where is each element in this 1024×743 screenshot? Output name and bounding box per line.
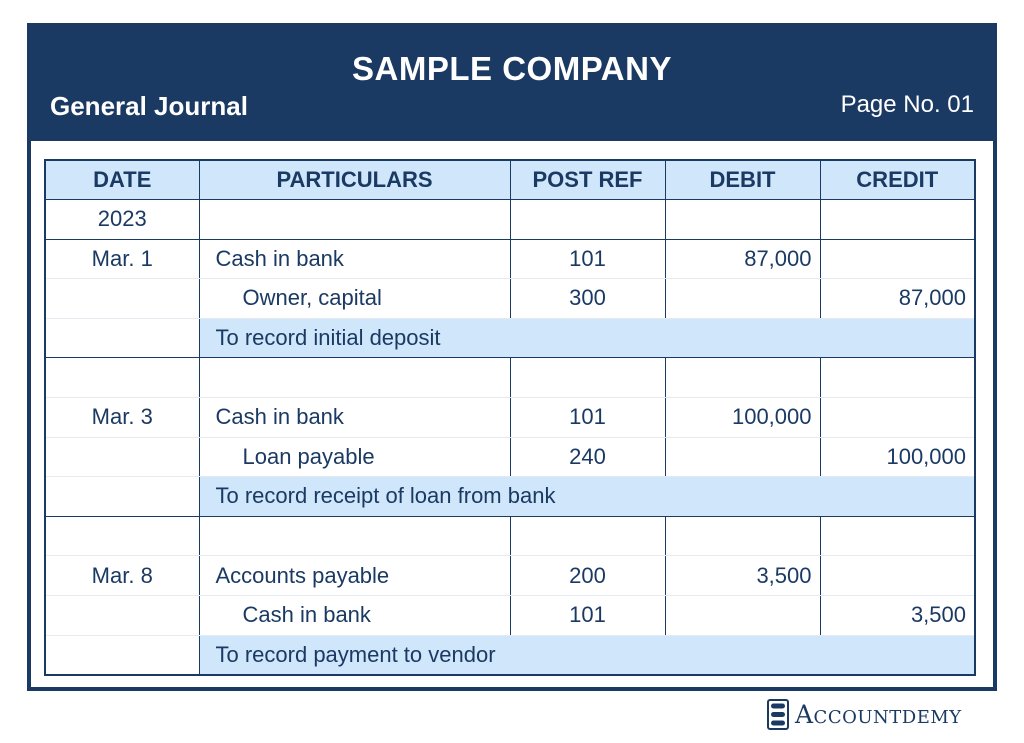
entry-date: Mar. 8 (45, 556, 199, 596)
credit-account: Cash in bank (199, 595, 510, 635)
column-header-credit: CREDIT (820, 160, 975, 200)
journal-title: General Journal (50, 91, 248, 121)
table-row (45, 437, 975, 477)
credit-account: Loan payable (199, 437, 510, 477)
credit-amount: 100,000 (820, 437, 975, 477)
entry-date: Mar. 1 (45, 239, 199, 279)
entry-memo: To record receipt of loan from bank (199, 477, 975, 517)
memo-row (45, 477, 975, 517)
page-number: Page No. 01 (840, 91, 974, 118)
year-row (45, 200, 975, 240)
column-header-date: DATE (45, 160, 199, 200)
memo-row (45, 318, 975, 358)
debit-account: Cash in bank (199, 397, 510, 437)
accountdemy-logo-icon (767, 699, 789, 730)
company-name: SAMPLE COMPANY (352, 50, 672, 87)
debit-account: Accounts payable (199, 556, 510, 596)
entry-memo: To record payment to vendor (199, 635, 975, 675)
table-row (45, 279, 975, 319)
table-row (45, 556, 975, 596)
column-header-debit: DEBIT (665, 160, 820, 200)
post-ref: 101 (510, 397, 665, 437)
post-ref: 300 (510, 279, 665, 319)
credit-amount: 87,000 (820, 279, 975, 319)
post-ref: 101 (510, 239, 665, 279)
table-row (45, 595, 975, 635)
column-header-row (45, 160, 975, 200)
credit-account: Owner, capital (199, 279, 510, 319)
spacer-row (45, 358, 975, 398)
memo-row (45, 635, 975, 675)
post-ref: 101 (510, 595, 665, 635)
debit-amount: 100,000 (665, 397, 820, 437)
entry-date: Mar. 3 (45, 397, 199, 437)
debit-amount: 3,500 (665, 556, 820, 596)
year-cell: 2023 (45, 200, 199, 240)
journal-table (44, 159, 976, 676)
entry-memo: To record initial deposit (199, 318, 975, 358)
post-ref: 200 (510, 556, 665, 596)
debit-amount: 87,000 (665, 239, 820, 279)
debit-account: Cash in bank (199, 239, 510, 279)
spacer-row (45, 516, 975, 556)
accountdemy-brand (767, 697, 962, 731)
table-row (45, 397, 975, 437)
credit-amount: 3,500 (820, 595, 975, 635)
post-ref: 240 (510, 437, 665, 477)
brand-name: Accountdemy (795, 699, 962, 729)
column-header-post-ref: POST REF (510, 160, 665, 200)
column-header-particulars: PARTICULARS (199, 160, 510, 200)
table-row (45, 239, 975, 279)
journal-header (31, 27, 993, 141)
